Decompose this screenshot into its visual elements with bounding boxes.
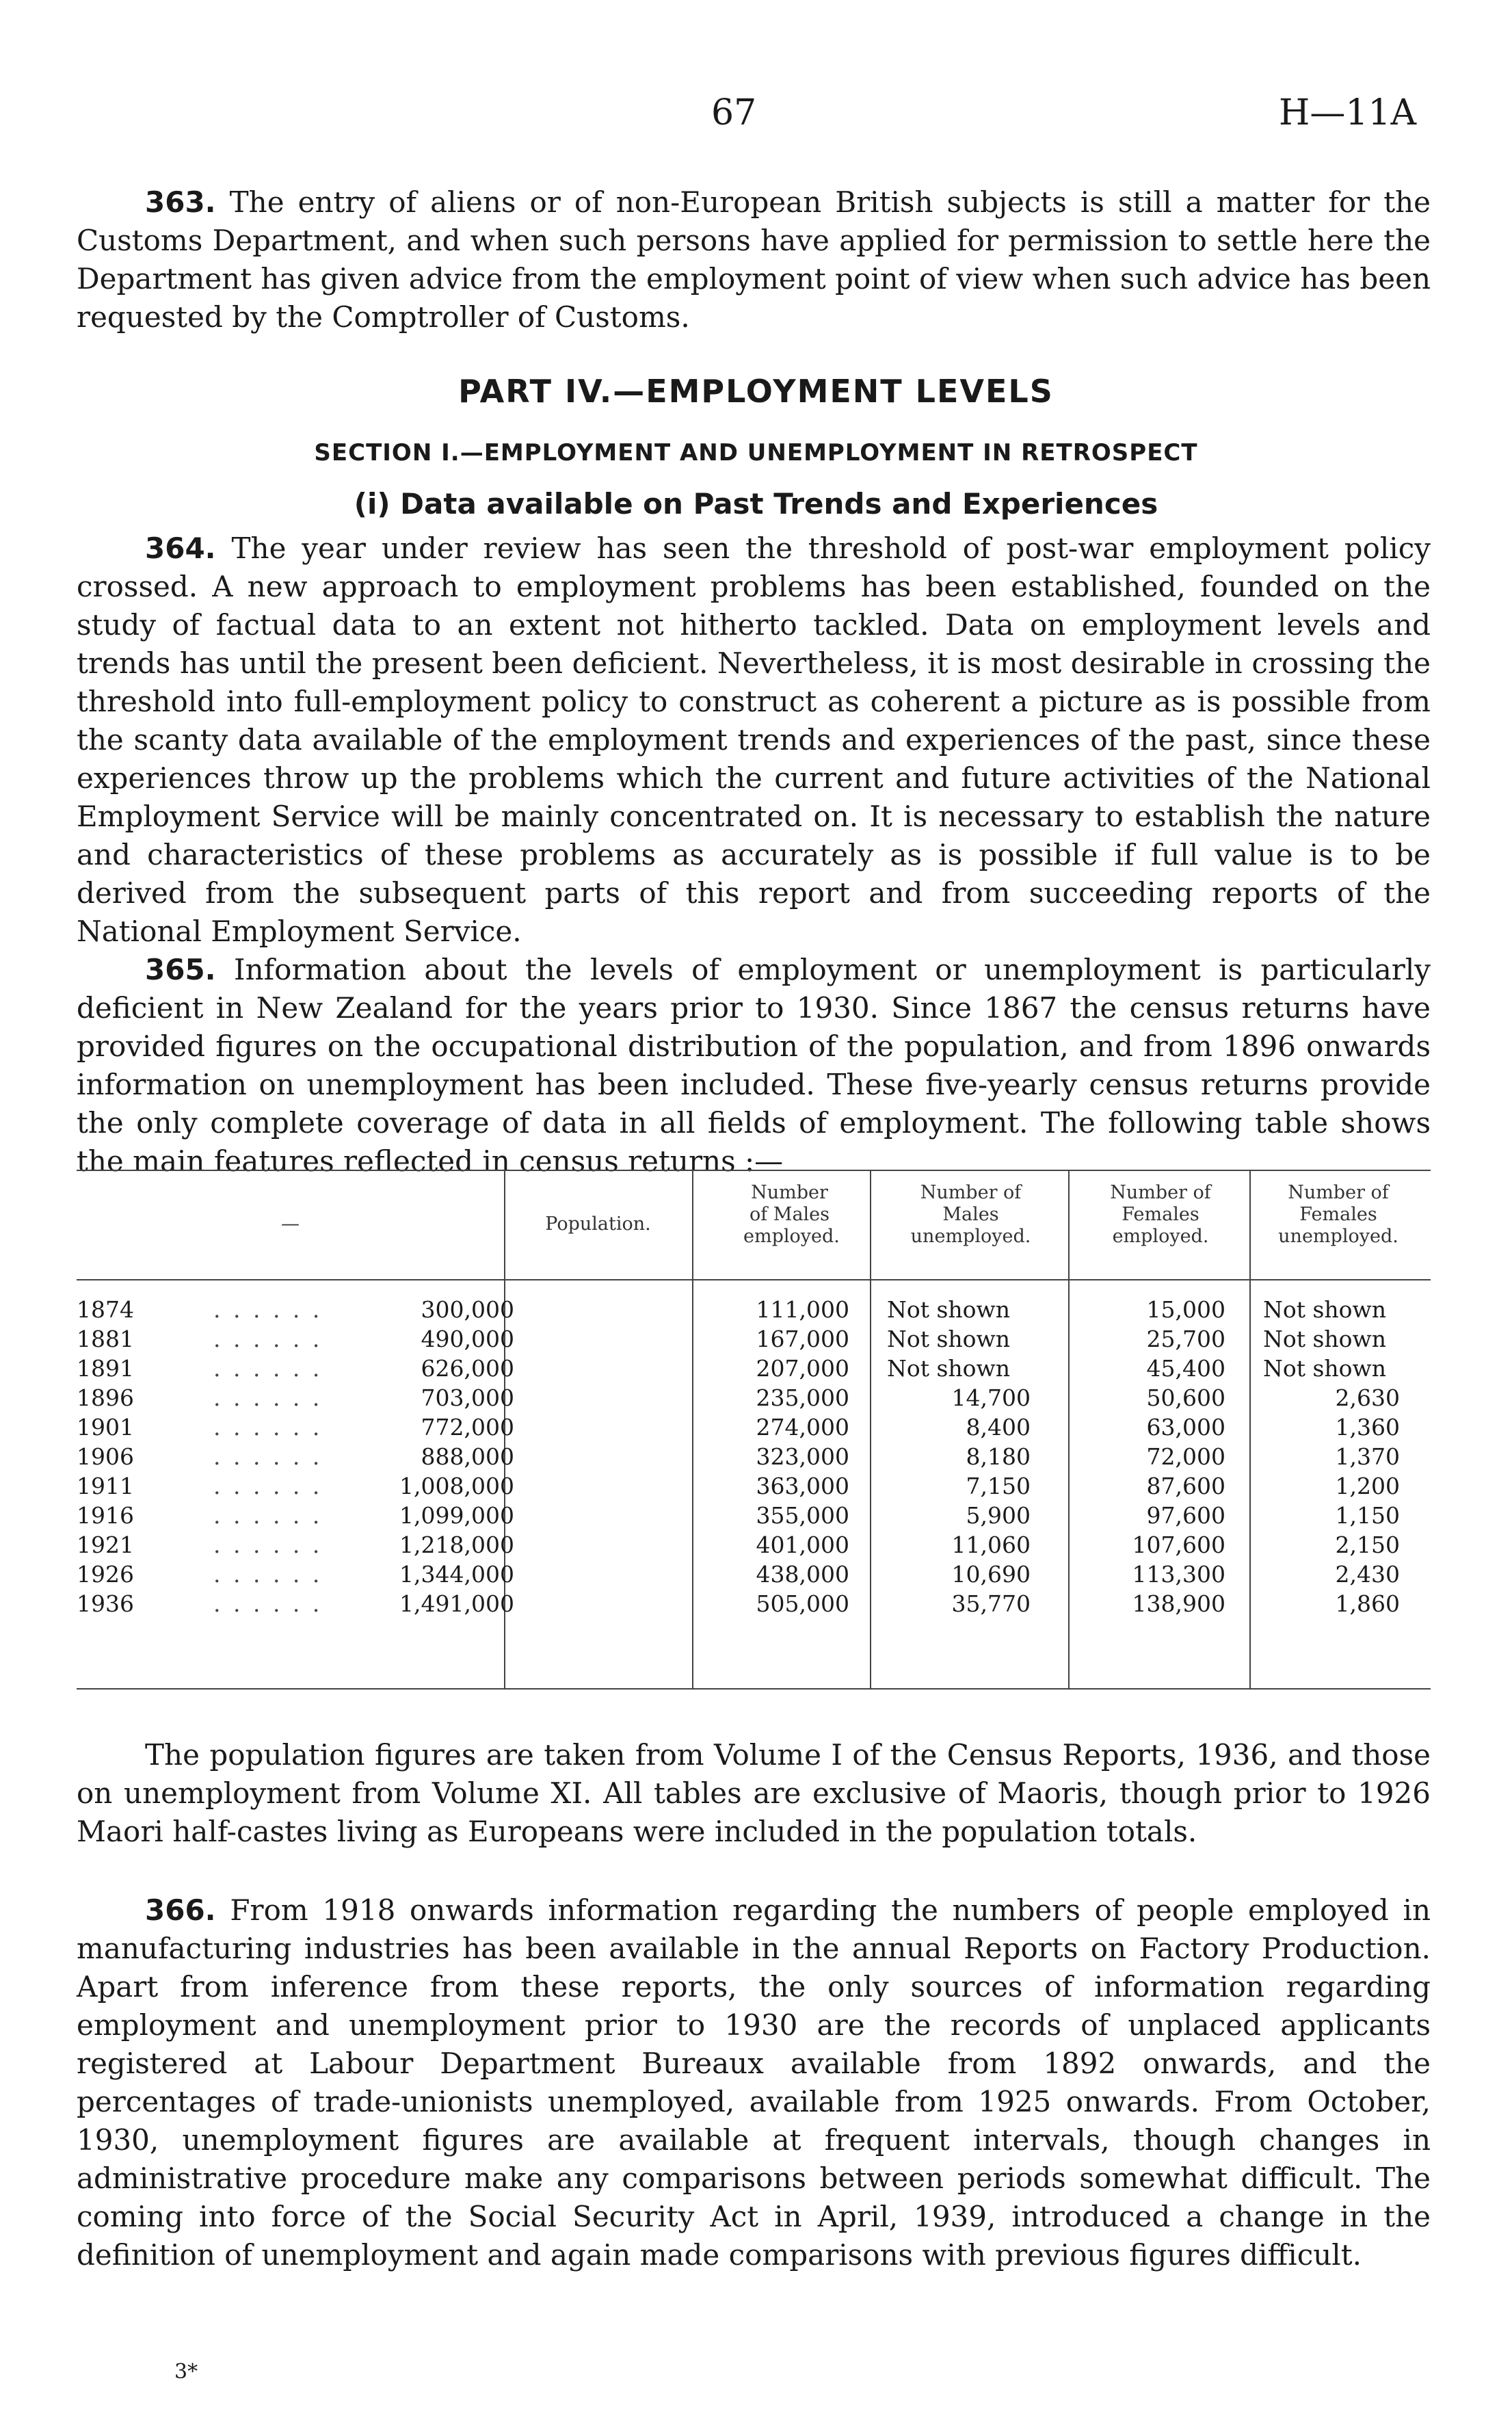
paragraph-366 xyxy=(77,1891,1431,2274)
leader-dots: . . . . . . xyxy=(213,1384,323,1411)
leader-dots: . . . . . . xyxy=(213,1355,323,1382)
leader-dots: . . . . . . xyxy=(213,1443,323,1470)
paragraph-365 xyxy=(77,951,1431,1181)
table-row xyxy=(77,1502,1431,1529)
table-row xyxy=(77,1473,1431,1500)
table-row xyxy=(77,1326,1431,1353)
cell-males-unemployed: 11,060 xyxy=(951,1532,1031,1558)
cell-males-employed: 207,000 xyxy=(756,1355,849,1382)
cell-males-unemployed: 8,400 xyxy=(966,1414,1031,1441)
cell-year: 1881 xyxy=(77,1326,134,1352)
paragraph-text: Information about the levels of employment or unemployment is particularly deficient in New Zealand for the years prior to 1930. Since 1867 the census returns have provided figures on the occupational distribution of the population, and from 1896 onwards information on unemployment has been included. These five-yearly census returns provide the only complete coverage of data in all fields of employment. The following table shows the main features reflected in census returns :— xyxy=(77,953,1431,1178)
cell-population: 703,000 xyxy=(421,1384,514,1411)
cell-males-unemployed: 35,770 xyxy=(951,1590,1031,1617)
table-row xyxy=(77,1384,1431,1412)
cell-males-unemployed: Not shown xyxy=(887,1296,1011,1323)
leader-dots: . . . . . . xyxy=(213,1561,323,1588)
cell-males-employed: 274,000 xyxy=(756,1414,849,1441)
cell-year: 1874 xyxy=(77,1296,134,1323)
paragraph-364 xyxy=(77,529,1431,951)
cell-year: 1926 xyxy=(77,1561,134,1588)
part-heading: PART IV.—EMPLOYMENT LEVELS xyxy=(458,373,1054,410)
cell-females-unemployed: 2,150 xyxy=(1335,1532,1400,1558)
cell-males-employed: 438,000 xyxy=(756,1561,849,1588)
cell-males-employed: 363,000 xyxy=(756,1473,849,1499)
header-year: — xyxy=(281,1213,300,1235)
cell-males-unemployed: 7,150 xyxy=(966,1473,1031,1499)
cell-males-employed: 235,000 xyxy=(756,1384,849,1411)
cell-females-unemployed: 1,200 xyxy=(1335,1473,1400,1499)
cell-year: 1896 xyxy=(77,1384,134,1411)
cell-males-employed: 111,000 xyxy=(756,1296,849,1323)
table-header-rule xyxy=(77,1279,1431,1280)
cell-females-unemployed: Not shown xyxy=(1263,1296,1387,1323)
cell-females-unemployed: 2,630 xyxy=(1335,1384,1400,1411)
leader-dots: . . . . . . xyxy=(213,1590,323,1617)
cell-population: 626,000 xyxy=(421,1355,514,1382)
page-number: 67 xyxy=(711,92,757,133)
cell-year: 1906 xyxy=(77,1443,134,1470)
cell-females-employed: 72,000 xyxy=(1146,1443,1225,1470)
cell-year: 1891 xyxy=(77,1355,134,1382)
header-males-unemployed: Number of Males unemployed. xyxy=(910,1182,1031,1247)
cell-males-employed: 401,000 xyxy=(756,1532,849,1558)
cell-population: 1,218,000 xyxy=(399,1532,514,1558)
paragraph-text: The population figures are taken from Volume I of the Census Reports, 1936, and those on unemployment from Volume XI. All tables are exclusive of Maoris, though prior to 1926 Maori half-castes living as Europeans were included in the population totals. xyxy=(77,1738,1431,1848)
cell-year: 1921 xyxy=(77,1532,134,1558)
cell-males-employed: 505,000 xyxy=(756,1590,849,1617)
table-row xyxy=(77,1355,1431,1382)
cell-females-employed: 107,600 xyxy=(1132,1532,1225,1558)
cell-population: 1,344,000 xyxy=(399,1561,514,1588)
cell-year: 1901 xyxy=(77,1414,134,1441)
table-bottom-rule xyxy=(77,1688,1431,1690)
cell-population: 1,099,000 xyxy=(399,1502,514,1529)
cell-males-employed: 167,000 xyxy=(756,1326,849,1352)
subsection-heading: (i) Data available on Past Trends and Experiences xyxy=(354,487,1158,521)
table-row xyxy=(77,1532,1431,1559)
cell-females-unemployed: 1,150 xyxy=(1335,1502,1400,1529)
table-top-rule xyxy=(77,1170,1431,1171)
leader-dots: . . . . . . xyxy=(213,1473,323,1499)
leader-dots: . . . . . . xyxy=(213,1326,323,1352)
paragraph-number: 365. xyxy=(145,953,216,986)
signature-mark: 3* xyxy=(174,2360,198,2384)
leader-dots: . . . . . . xyxy=(213,1414,323,1441)
cell-females-employed: 113,300 xyxy=(1132,1561,1225,1588)
cell-females-unemployed: 2,430 xyxy=(1335,1561,1400,1588)
cell-females-employed: 138,900 xyxy=(1132,1590,1225,1617)
cell-population: 1,491,000 xyxy=(399,1590,514,1617)
table-row xyxy=(77,1296,1431,1324)
cell-females-employed: 50,600 xyxy=(1146,1384,1225,1411)
cell-males-unemployed: Not shown xyxy=(887,1355,1011,1382)
header-females-employed: Number of Females employed. xyxy=(1110,1182,1211,1247)
leader-dots: . . . . . . xyxy=(213,1502,323,1529)
cell-females-employed: 15,000 xyxy=(1146,1296,1225,1323)
cell-females-unemployed: 1,860 xyxy=(1335,1590,1400,1617)
paragraph-number: 366. xyxy=(145,1893,216,1927)
header-population: Population. xyxy=(545,1213,651,1235)
cell-males-unemployed: 5,900 xyxy=(966,1502,1031,1529)
header-males-employed: Number of Males employed. xyxy=(743,1182,840,1247)
section-heading: SECTION I.—EMPLOYMENT AND UNEMPLOYMENT IN RETROSPECT xyxy=(314,439,1198,466)
table-row xyxy=(77,1443,1431,1471)
cell-year: 1916 xyxy=(77,1502,134,1529)
cell-males-employed: 323,000 xyxy=(756,1443,849,1470)
cell-population: 888,000 xyxy=(421,1443,514,1470)
cell-females-unemployed: 1,370 xyxy=(1335,1443,1400,1470)
leader-dots: . . . . . . xyxy=(213,1296,323,1323)
table-row xyxy=(77,1561,1431,1588)
paragraph-text: From 1918 onwards information regarding the numbers of people employed in manufacturing industries has been available in the annual Reports on Factory Production. Apart from inference from these reports, the only sources of information regarding employment and unemployment prior to 1930 are the records of unplaced applicants registered at Labour Department Bureaux available from 1892 onwards, and the percentages of trade-unionists unemployed, available from 1925 onwards. From October, 1930, unemployment figures are available at frequent intervals, though changes in administrative procedure make any comparisons between periods somewhat difficult. The coming into force of the Social Security Act in April, 1939, introduced a change in the definition of unemployment and again made comparisons with previous figures difficult. xyxy=(77,1893,1431,2272)
cell-females-employed: 63,000 xyxy=(1146,1414,1225,1441)
cell-males-unemployed: Not shown xyxy=(887,1326,1011,1352)
cell-males-employed: 355,000 xyxy=(756,1502,849,1529)
cell-females-unemployed: Not shown xyxy=(1263,1355,1387,1382)
cell-males-unemployed: 8,180 xyxy=(966,1443,1031,1470)
paragraph-number: 363. xyxy=(145,185,216,219)
leader-dots: . . . . . . xyxy=(213,1532,323,1558)
cell-females-employed: 45,400 xyxy=(1146,1355,1225,1382)
cell-year: 1911 xyxy=(77,1473,134,1499)
cell-females-employed: 87,600 xyxy=(1146,1473,1225,1499)
cell-population: 300,000 xyxy=(421,1296,514,1323)
header-females-unemployed: Number of Females unemployed. xyxy=(1278,1182,1398,1247)
census-table xyxy=(77,1170,1431,1690)
cell-population: 1,008,000 xyxy=(399,1473,514,1499)
cell-males-unemployed: 14,700 xyxy=(951,1384,1031,1411)
cell-population: 772,000 xyxy=(421,1414,514,1441)
cell-population: 490,000 xyxy=(421,1326,514,1352)
paragraph-363 xyxy=(77,183,1431,337)
cell-year: 1936 xyxy=(77,1590,134,1617)
cell-females-unemployed: 1,360 xyxy=(1335,1414,1400,1441)
table-row xyxy=(77,1590,1431,1618)
paragraph-text: The year under review has seen the threshold of post-war employment policy crossed. A new approach to employment problems has been established, founded on the study of factual data to an extent not hitherto tackled. Data on employment levels and trends has until the present been deficient. Nevertheless, it is most desirable in crossing the threshold into full-employment policy to construct as coherent a picture as is possible from the scanty data available of the employment trends and experiences of the past, since these experiences throw up the problems which the current and future activities of the National Employment Service will be mainly concentrated on. It is necessary to establish the nature and characteristics of these problems as accurately as is possible if full value is to be derived from the subsequent parts of this report and from succeeding reports of the National Employment Service. xyxy=(77,531,1431,948)
paragraph-note xyxy=(77,1736,1431,1851)
paragraph-text: The entry of aliens or of non-European British subjects is still a matter for the Customs Department, and when such persons have applied for permission to settle here the Department has given advice from the employment point of view when such advice has been requested by the Comptroller of Customs. xyxy=(77,185,1431,334)
paragraph-number: 364. xyxy=(145,531,216,565)
cell-females-employed: 97,600 xyxy=(1146,1502,1225,1529)
document-reference: H—11A xyxy=(1279,92,1417,133)
cell-males-unemployed: 10,690 xyxy=(951,1561,1031,1588)
table-row xyxy=(77,1414,1431,1441)
cell-females-employed: 25,700 xyxy=(1146,1326,1225,1352)
cell-females-unemployed: Not shown xyxy=(1263,1326,1387,1352)
